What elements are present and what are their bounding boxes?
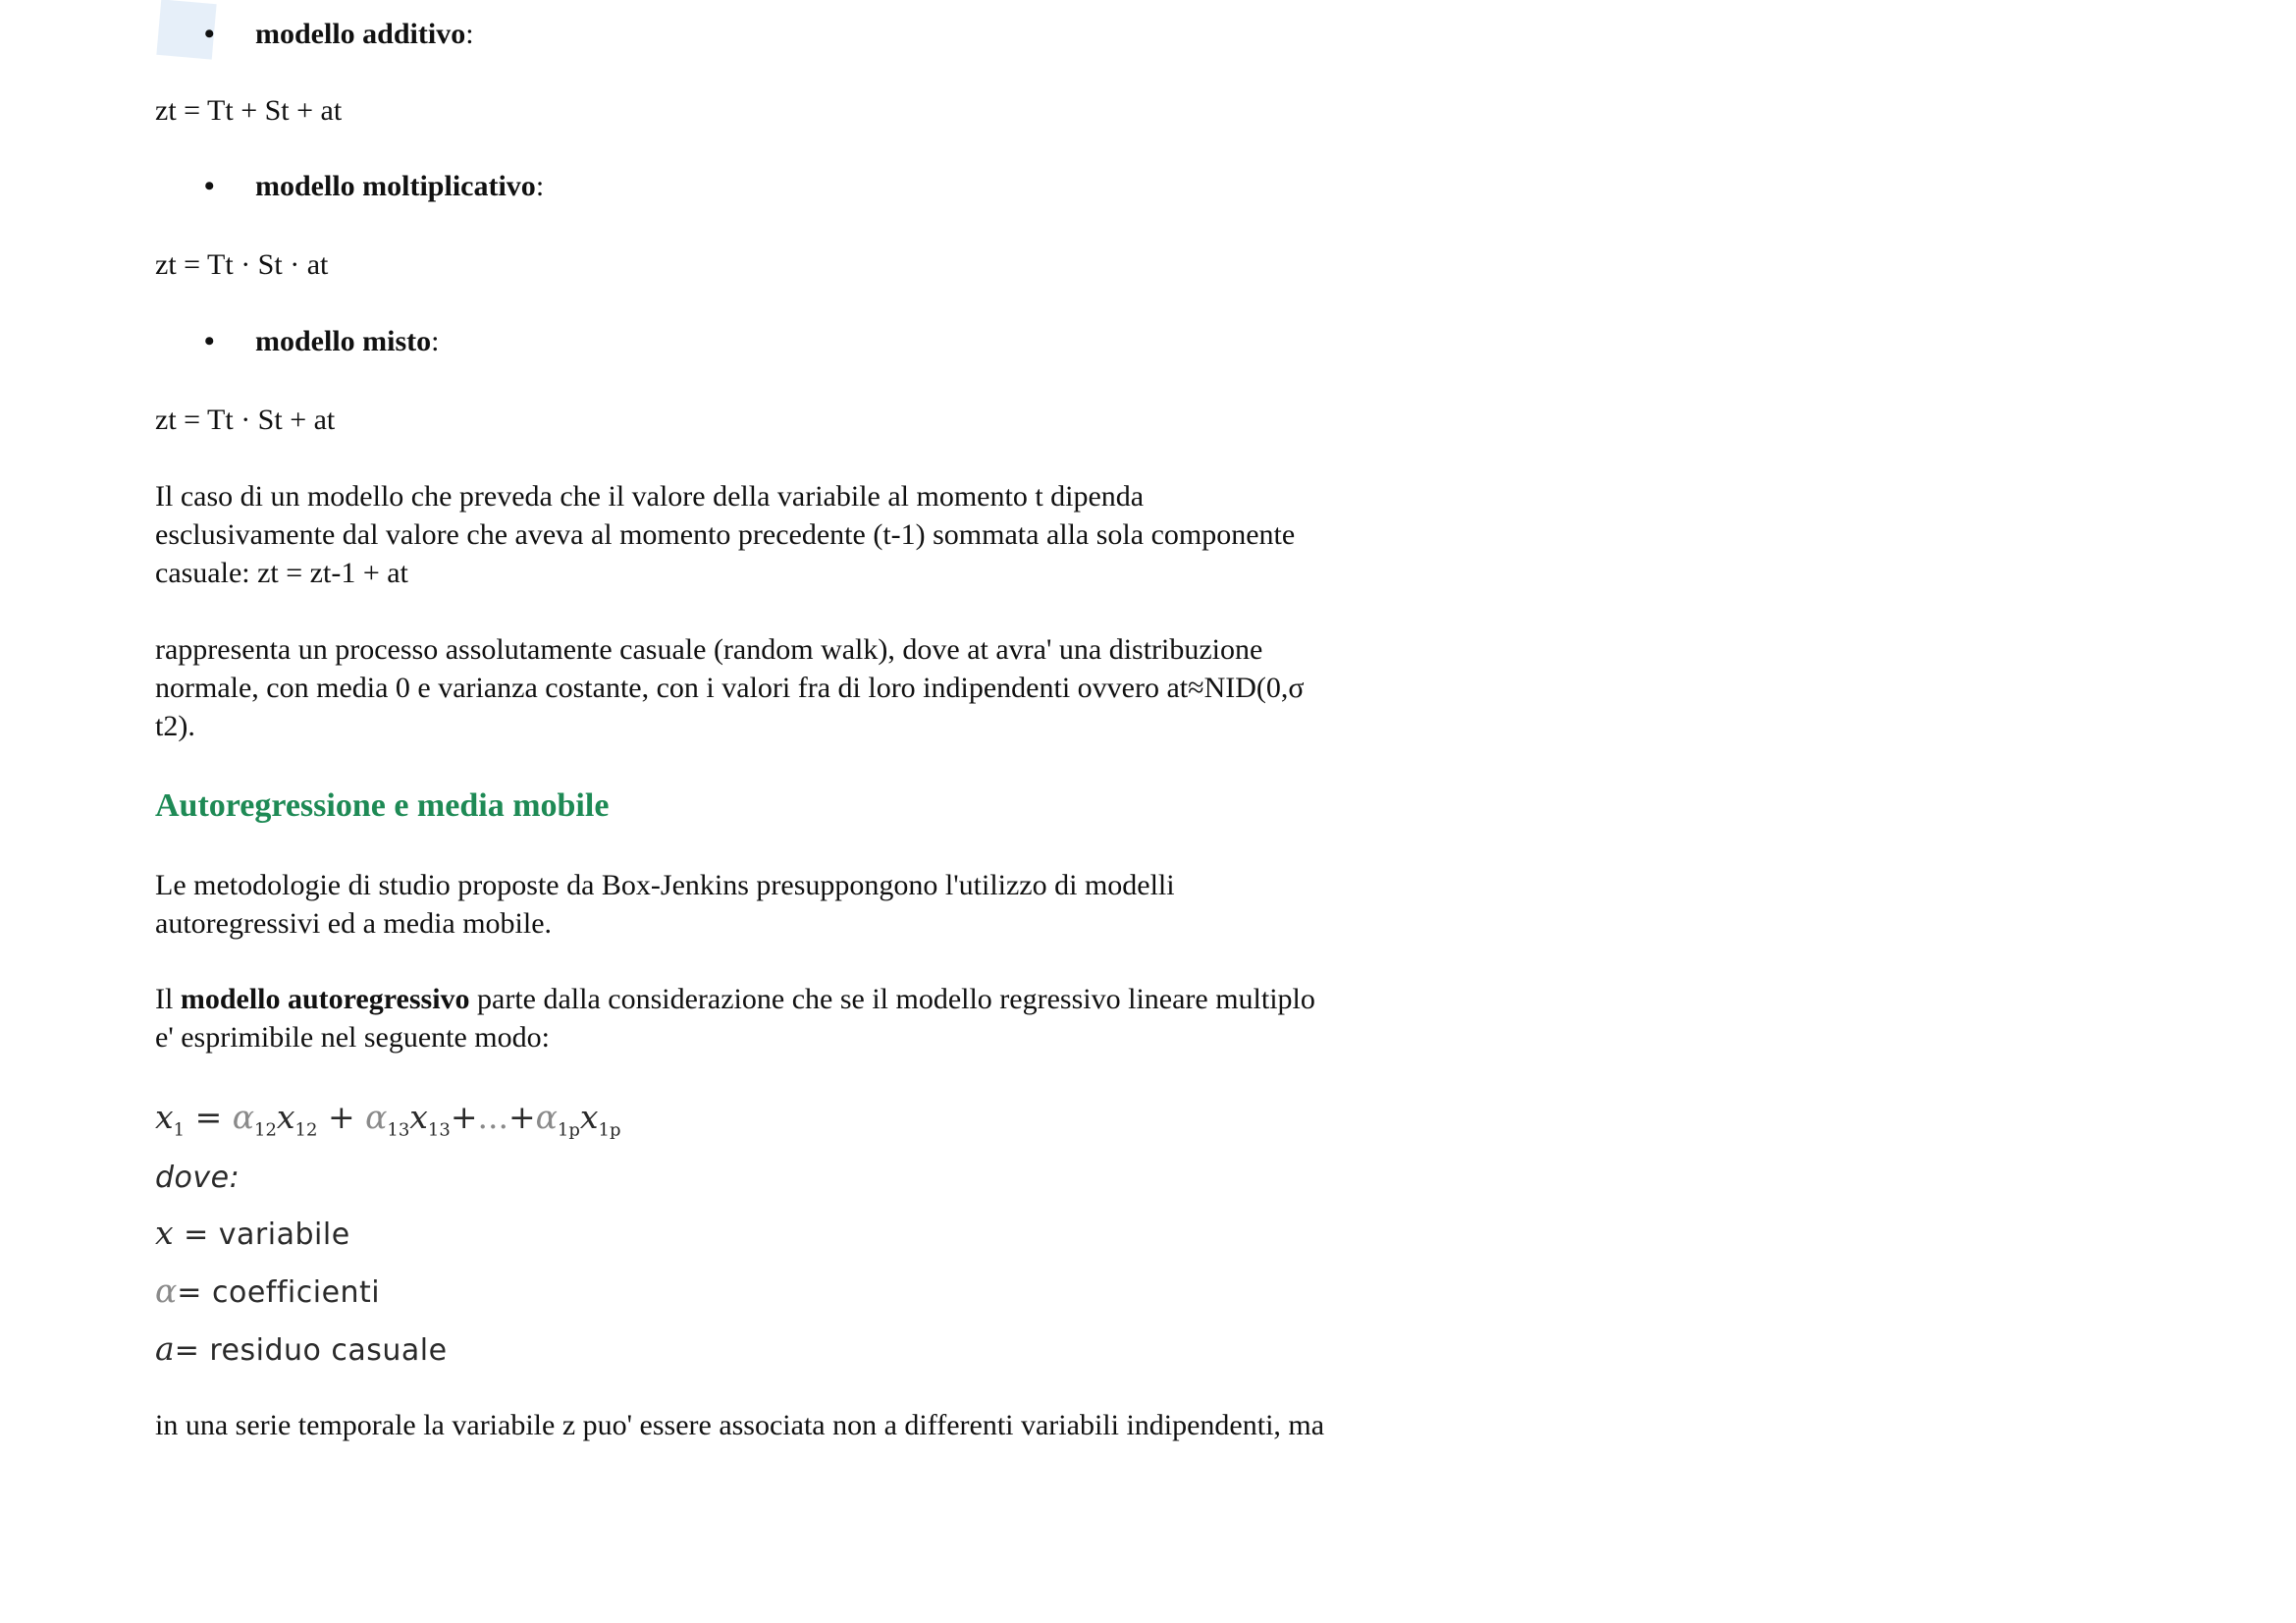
bullet-multiplicative: • modello moltiplicativo: [204, 167, 544, 206]
math-alpha-definition: α= coefficienti [155, 1271, 381, 1310]
paragraph-box-jenkins: Le metodologie di studio proposte da Box-Jenkins presuppongono l'utilizzo di modelli autoregressivi ed a media mobile. [155, 869, 1175, 940]
section-heading: Autoregressione e media mobile [155, 787, 610, 824]
bullet-dot: • [204, 18, 215, 50]
regression-formula: $x_1 = \alpha_{12}x_{12} + \alpha_{13}x_{13}+...+\alpha_{1p}x_{1p}$ [155, 1098, 621, 1141]
bullet-mixed: • modello misto: [204, 322, 440, 361]
math-a-definition: a= residuo casuale [155, 1329, 448, 1368]
paragraph-time-series: in una serie temporale la variabile z puo' essere associata non a differenti variabili indipendenti, ma [155, 1409, 1325, 1441]
math-x-definition: x = variabile [155, 1214, 350, 1252]
math-where-label: dove: [155, 1161, 240, 1195]
bullet-dot: • [204, 325, 215, 357]
bullet-label: modello moltiplicativo [255, 170, 536, 202]
bullet-label: modello additivo [255, 18, 466, 50]
paragraph-autoregressive: Il modello autoregressivo parte dalla considerazione che se il modello regressivo lineare multiplo e' esprimibile nel seguente modo: [155, 983, 1315, 1054]
formula-additive: zt = Tt + St + at [155, 94, 343, 127]
paragraph-random-walk-desc: rappresenta un processo assolutamente casuale (random walk), dove at avra' una distribuzione normale, con media 0 e varianza costante, con i valori fra di loro indipendenti ovvero at≈NID(0,σ t2). [155, 633, 1305, 742]
paragraph-random-walk-intro: Il caso di un modello che preveda che il valore della variabile al momento t dipenda esclusivamente dal valore che aveva al momento precedente (t-1) sommata alla sola componente casuale: zt = zt-1 + at [155, 480, 1296, 589]
bullet-additive: • modello additivo: [204, 15, 474, 54]
bullet-label: modello misto [255, 325, 432, 357]
formula-mixed: zt = Tt · St + at [155, 404, 336, 436]
formula-multiplicative: zt = Tt · St · at [155, 248, 329, 281]
bullet-dot: • [204, 170, 215, 202]
